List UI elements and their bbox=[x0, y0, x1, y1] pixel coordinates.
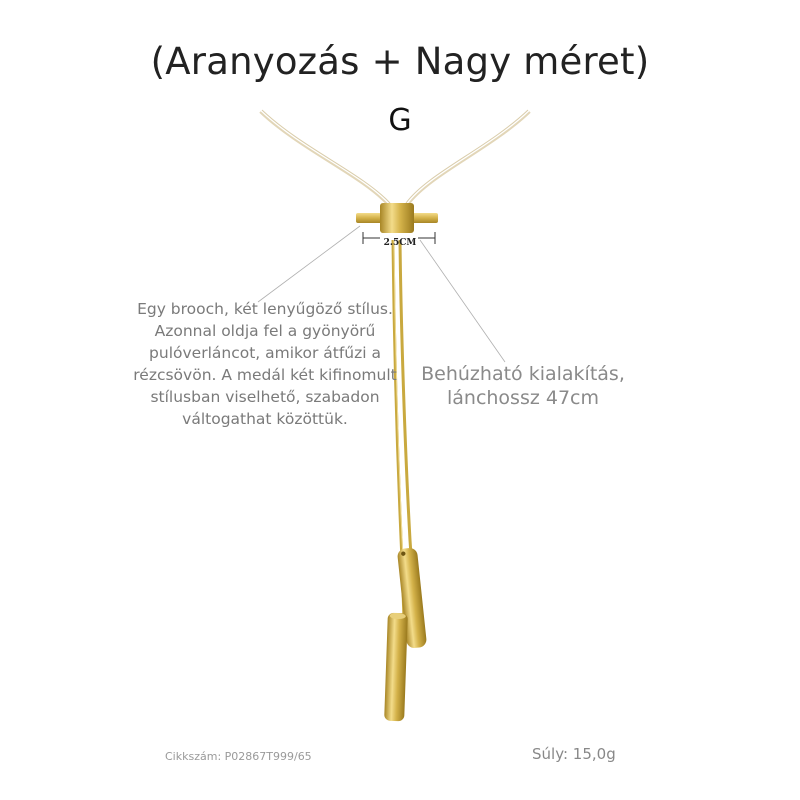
left-description: Egy brooch, két lenyűgöző stílus. Azonnal oldja fel a gyönyörű pulóverláncot, amikor átfűzi a rézcsövön. A medál két kifinomult stílusban viselhető, szabadon váltogathat közöttük. bbox=[133, 300, 397, 428]
right-description: Behúzható kialakítás, lánchossz 47cm bbox=[421, 363, 625, 409]
chain-upper bbox=[260, 110, 530, 205]
pendant-bars bbox=[384, 547, 427, 721]
slider-clasp bbox=[356, 203, 438, 233]
weight-text: Súly: 15,0g bbox=[532, 745, 616, 763]
size-label: 2.5CM bbox=[383, 238, 417, 248]
variant-letter: G bbox=[388, 103, 412, 138]
page-title: (Aranyozás + Nagy méret) bbox=[150, 40, 650, 83]
sku-text: Cikkszám: P02867T999/65 bbox=[165, 750, 312, 763]
